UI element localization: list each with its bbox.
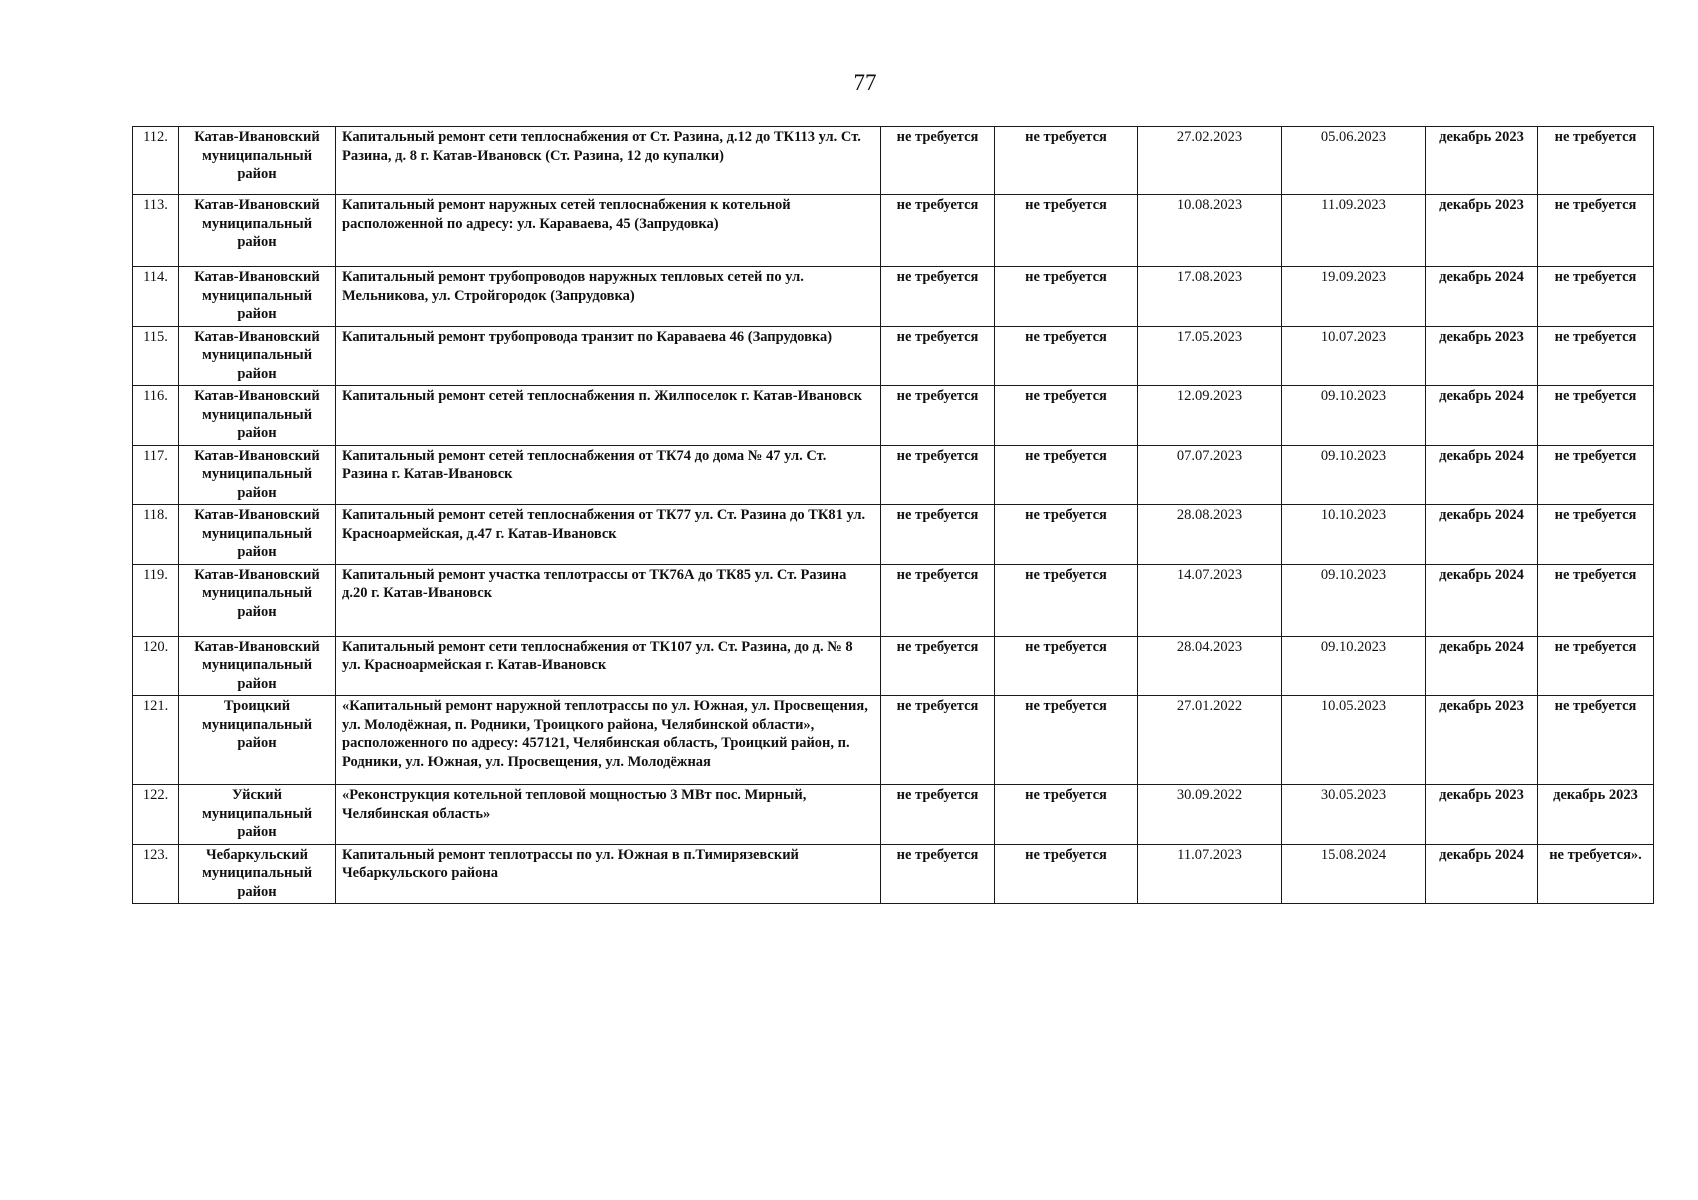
start-date-cell: 28.04.2023 — [1138, 636, 1282, 696]
last-column-cell: не требуется — [1538, 127, 1654, 195]
completion-term-cell: декабрь 2024 — [1426, 267, 1538, 327]
district-cell: Катав-Ивановский муниципальный район — [179, 267, 336, 327]
table-row — [133, 195, 1654, 267]
district-cell: Троицкий муниципальный район — [179, 696, 336, 785]
row-number-cell: 114. — [133, 267, 179, 327]
requirement-2-cell: не требуется — [995, 564, 1138, 636]
end-date-cell: 11.09.2023 — [1282, 195, 1426, 267]
completion-term-cell: декабрь 2024 — [1426, 844, 1538, 904]
district-cell: Катав-Ивановский муниципальный район — [179, 636, 336, 696]
description-cell: Капитальный ремонт трубопроводов наружных тепловых сетей по ул. Мельникова, ул. Стройгородок (Запрудовка) — [336, 267, 881, 327]
requirement-1-cell: не требуется — [881, 785, 995, 845]
last-column-cell: не требуется — [1538, 326, 1654, 386]
row-number-cell: 118. — [133, 505, 179, 565]
end-date-cell: 15.08.2024 — [1282, 844, 1426, 904]
row-number-cell: 120. — [133, 636, 179, 696]
last-column-cell: не требуется — [1538, 195, 1654, 267]
description-cell: Капитальный ремонт сети теплоснабжения от ТК107 ул. Ст. Разина, до д. № 8 ул. Красноармейская г. Катав-Ивановск — [336, 636, 881, 696]
completion-term-cell: декабрь 2024 — [1426, 386, 1538, 446]
description-cell: Капитальный ремонт сетей теплоснабжения п. Жилпоселок г. Катав-Ивановск — [336, 386, 881, 446]
district-cell: Катав-Ивановский муниципальный район — [179, 127, 336, 195]
district-cell: Катав-Ивановский муниципальный район — [179, 564, 336, 636]
last-column-cell: не требуется — [1538, 564, 1654, 636]
start-date-cell: 28.08.2023 — [1138, 505, 1282, 565]
description-cell: Капитальный ремонт участка теплотрассы от ТК76А до ТК85 ул. Ст. Разина д.20 г. Катав-Ивановск — [336, 564, 881, 636]
last-column-cell: не требуется — [1538, 696, 1654, 785]
row-number-cell: 115. — [133, 326, 179, 386]
requirement-2-cell: не требуется — [995, 195, 1138, 267]
completion-term-cell: декабрь 2024 — [1426, 636, 1538, 696]
requirement-2-cell: не требуется — [995, 445, 1138, 505]
requirement-2-cell: не требуется — [995, 844, 1138, 904]
start-date-cell: 12.09.2023 — [1138, 386, 1282, 446]
end-date-cell: 05.06.2023 — [1282, 127, 1426, 195]
table-row — [133, 267, 1654, 327]
end-date-cell: 30.05.2023 — [1282, 785, 1426, 845]
requirement-1-cell: не требуется — [881, 505, 995, 565]
start-date-cell: 10.08.2023 — [1138, 195, 1282, 267]
completion-term-cell: декабрь 2023 — [1426, 696, 1538, 785]
requirement-2-cell: не требуется — [995, 636, 1138, 696]
end-date-cell: 09.10.2023 — [1282, 564, 1426, 636]
row-number-cell: 116. — [133, 386, 179, 446]
table-row — [133, 564, 1654, 636]
last-column-cell: не требуется — [1538, 636, 1654, 696]
completion-term-cell: декабрь 2023 — [1426, 326, 1538, 386]
description-cell: Капитальный ремонт сетей теплоснабжения от ТК74 до дома № 47 ул. Ст. Разина г. Катав-Ивановск — [336, 445, 881, 505]
district-cell: Катав-Ивановский муниципальный район — [179, 326, 336, 386]
requirement-2-cell: не требуется — [995, 267, 1138, 327]
start-date-cell: 17.08.2023 — [1138, 267, 1282, 327]
requirement-1-cell: не требуется — [881, 564, 995, 636]
last-column-cell: декабрь 2023 — [1538, 785, 1654, 845]
start-date-cell: 14.07.2023 — [1138, 564, 1282, 636]
district-cell: Катав-Ивановский муниципальный район — [179, 505, 336, 565]
completion-term-cell: декабрь 2023 — [1426, 127, 1538, 195]
table-row — [133, 326, 1654, 386]
requirement-1-cell: не требуется — [881, 326, 995, 386]
requirement-2-cell: не требуется — [995, 326, 1138, 386]
start-date-cell: 27.01.2022 — [1138, 696, 1282, 785]
requirement-1-cell: не требуется — [881, 844, 995, 904]
table-row — [133, 505, 1654, 565]
end-date-cell: 10.07.2023 — [1282, 326, 1426, 386]
table-row — [133, 445, 1654, 505]
district-cell: Уйский муниципальный район — [179, 785, 336, 845]
row-number-cell: 112. — [133, 127, 179, 195]
end-date-cell: 09.10.2023 — [1282, 386, 1426, 446]
description-cell: Капитальный ремонт сети теплоснабжения от Ст. Разина, д.12 до ТК113 ул. Ст. Разина, д. 8 г. Катав-Ивановск (Ст. Разина, 12 до купалки) — [336, 127, 881, 195]
end-date-cell: 10.05.2023 — [1282, 696, 1426, 785]
description-cell: Капитальный ремонт трубопровода транзит по Караваева 46 (Запрудовка) — [336, 326, 881, 386]
description-cell: Капитальный ремонт наружных сетей теплоснабжения к котельной расположенной по адресу: ул. Караваева, 45 (Запрудовка) — [336, 195, 881, 267]
district-cell: Катав-Ивановский муниципальный район — [179, 445, 336, 505]
end-date-cell: 19.09.2023 — [1282, 267, 1426, 327]
description-cell: Капитальный ремонт сетей теплоснабжения от ТК77 ул. Ст. Разина до ТК81 ул. Красноармейская, д.47 г. Катав-Ивановск — [336, 505, 881, 565]
requirement-1-cell: не требуется — [881, 636, 995, 696]
row-number-cell: 119. — [133, 564, 179, 636]
table-row — [133, 127, 1654, 195]
requirement-2-cell: не требуется — [995, 505, 1138, 565]
end-date-cell: 09.10.2023 — [1282, 636, 1426, 696]
start-date-cell: 17.05.2023 — [1138, 326, 1282, 386]
requirement-2-cell: не требуется — [995, 127, 1138, 195]
projects-table — [132, 126, 1654, 904]
last-column-cell: не требуется — [1538, 386, 1654, 446]
description-cell: «Реконструкция котельной тепловой мощностью 3 МВт пос. Мирный, Челябинская область» — [336, 785, 881, 845]
table-row — [133, 785, 1654, 845]
start-date-cell: 30.09.2022 — [1138, 785, 1282, 845]
table-body — [133, 127, 1654, 904]
district-cell: Катав-Ивановский муниципальный район — [179, 195, 336, 267]
end-date-cell: 10.10.2023 — [1282, 505, 1426, 565]
end-date-cell: 09.10.2023 — [1282, 445, 1426, 505]
completion-term-cell: декабрь 2024 — [1426, 445, 1538, 505]
requirement-2-cell: не требуется — [995, 386, 1138, 446]
description-cell: «Капитальный ремонт наружной теплотрассы по ул. Южная, ул. Просвещения, ул. Молодёжная, п. Родники, Троицкого района, Челябинской области», расположенного по адресу: 457121, Челябинская область, Троицкий район, п. Родники, ул. Южная, ул. Просвещения, ул. Молодёжная — [336, 696, 881, 785]
table-row — [133, 636, 1654, 696]
district-cell: Чебаркульский муниципальный район — [179, 844, 336, 904]
start-date-cell: 07.07.2023 — [1138, 445, 1282, 505]
last-column-cell: не требуется — [1538, 267, 1654, 327]
start-date-cell: 27.02.2023 — [1138, 127, 1282, 195]
table-row — [133, 386, 1654, 446]
completion-term-cell: декабрь 2024 — [1426, 505, 1538, 565]
page-number: 77 — [853, 70, 877, 95]
requirement-1-cell: не требуется — [881, 267, 995, 327]
row-number-cell: 113. — [133, 195, 179, 267]
requirement-1-cell: не требуется — [881, 696, 995, 785]
last-column-cell: не требуется». — [1538, 844, 1654, 904]
row-number-cell: 121. — [133, 696, 179, 785]
district-cell: Катав-Ивановский муниципальный район — [179, 386, 336, 446]
requirement-2-cell: не требуется — [995, 696, 1138, 785]
row-number-cell: 117. — [133, 445, 179, 505]
table-row — [133, 696, 1654, 785]
last-column-cell: не требуется — [1538, 445, 1654, 505]
completion-term-cell: декабрь 2024 — [1426, 564, 1538, 636]
completion-term-cell: декабрь 2023 — [1426, 785, 1538, 845]
row-number-cell: 123. — [133, 844, 179, 904]
description-cell: Капитальный ремонт теплотрассы по ул. Южная в п.Тимирязевский Чебаркульского района — [336, 844, 881, 904]
requirement-1-cell: не требуется — [881, 445, 995, 505]
requirement-2-cell: не требуется — [995, 785, 1138, 845]
requirement-1-cell: не требуется — [881, 386, 995, 446]
row-number-cell: 122. — [133, 785, 179, 845]
completion-term-cell: декабрь 2023 — [1426, 195, 1538, 267]
requirement-1-cell: не требуется — [881, 195, 995, 267]
start-date-cell: 11.07.2023 — [1138, 844, 1282, 904]
table-row — [133, 844, 1654, 904]
last-column-cell: не требуется — [1538, 505, 1654, 565]
requirement-1-cell: не требуется — [881, 127, 995, 195]
